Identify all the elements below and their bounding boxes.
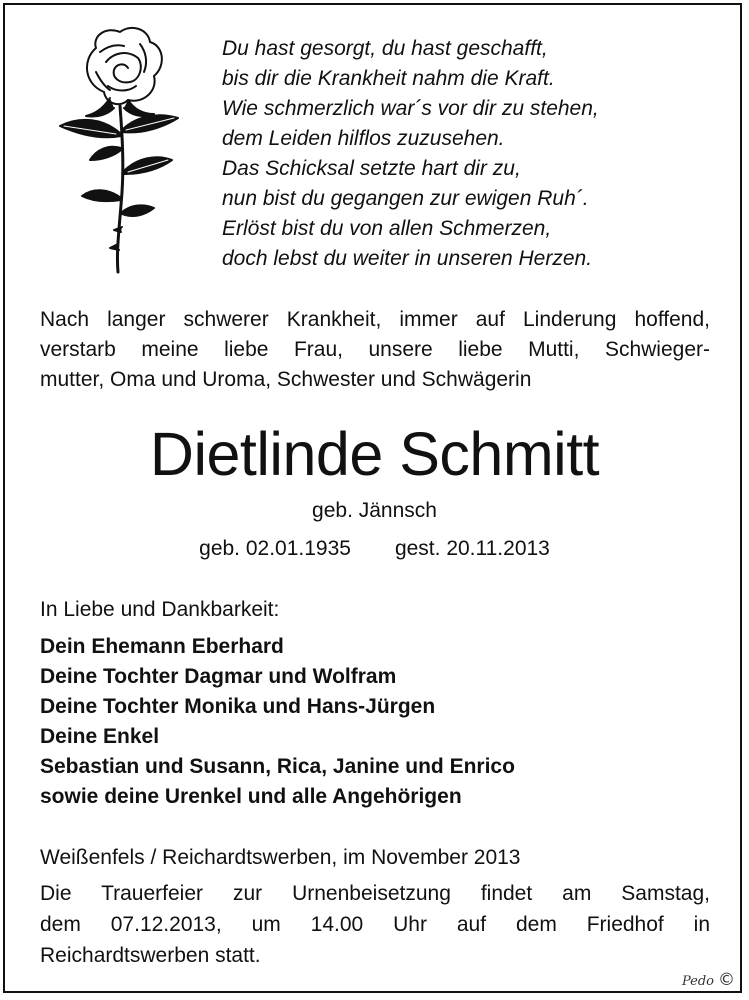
poem-line: bis dir die Krankheit nahm die Kraft.: [222, 67, 555, 90]
poem-line: Du hast gesorgt, du hast geschafft,: [222, 37, 548, 60]
death-date: gest. 20.11.2013: [394, 537, 550, 560]
poem-line: Das Schicksal setzte hart dir zu,: [222, 157, 521, 180]
poem-line: doch lebst du weiter in unseren Herzen.: [222, 247, 593, 270]
poem-line: dem Leiden hilflos zuzusehen.: [222, 127, 505, 150]
intro-line: verstarb meine liebe Frau, unsere liebe Mutti, Schwieger-: [40, 338, 710, 361]
place-date: Weißenfels / Reichardtswerben, im November 2013: [40, 846, 521, 869]
mourner-line: Sebastian und Susann, Rica, Janine und Enrico: [40, 755, 515, 778]
life-dates: [0, 534, 749, 564]
birth-date: geb. 02.01.1935: [199, 537, 351, 560]
funeral-line: Reichardtswerben statt.: [40, 944, 261, 967]
mourner-line: sowie deine Urenkel und alle Angehörigen: [40, 785, 462, 808]
intro-line: Nach langer schwerer Krankheit, immer auf Linderung hoffend,: [40, 308, 710, 331]
intro-text: [40, 305, 710, 395]
funeral-line: Die Trauerfeier zur Urnenbeisetzung findet am Samstag,: [40, 882, 710, 905]
mourner-line: Deine Enkel: [40, 725, 160, 748]
rose-icon: [44, 22, 194, 277]
artist-signature: Pedo: [681, 974, 714, 989]
funeral-info: [40, 878, 710, 971]
deceased-name: Dietlinde Schmitt: [149, 420, 600, 488]
mourner-line: Deine Tochter Monika und Hans-Jürgen: [40, 695, 436, 718]
thanks-label: In Liebe und Dankbarkeit:: [40, 598, 280, 621]
funeral-line: dem 07.12.2013, um 14.00 Uhr auf dem Friedhof in: [40, 913, 710, 936]
mourner-line: Deine Tochter Dagmar und Wolfram: [40, 665, 397, 688]
copyright-icon: ©: [718, 970, 735, 990]
artist-credit: [682, 970, 735, 990]
poem: [222, 34, 722, 274]
poem-line: Erlöst bist du von allen Schmerzen,: [222, 217, 552, 240]
poem-line: nun bist du gegangen zur ewigen Ruh´.: [222, 187, 589, 210]
intro-line: mutter, Oma und Uroma, Schwester und Schwägerin: [40, 368, 532, 391]
poem-line: Wie schmerzlich war´s vor dir zu stehen,: [222, 97, 599, 120]
maiden-name: geb. Jännsch: [312, 499, 437, 522]
mourner-line: Dein Ehemann Eberhard: [40, 635, 284, 658]
mourners-list: [40, 632, 515, 812]
